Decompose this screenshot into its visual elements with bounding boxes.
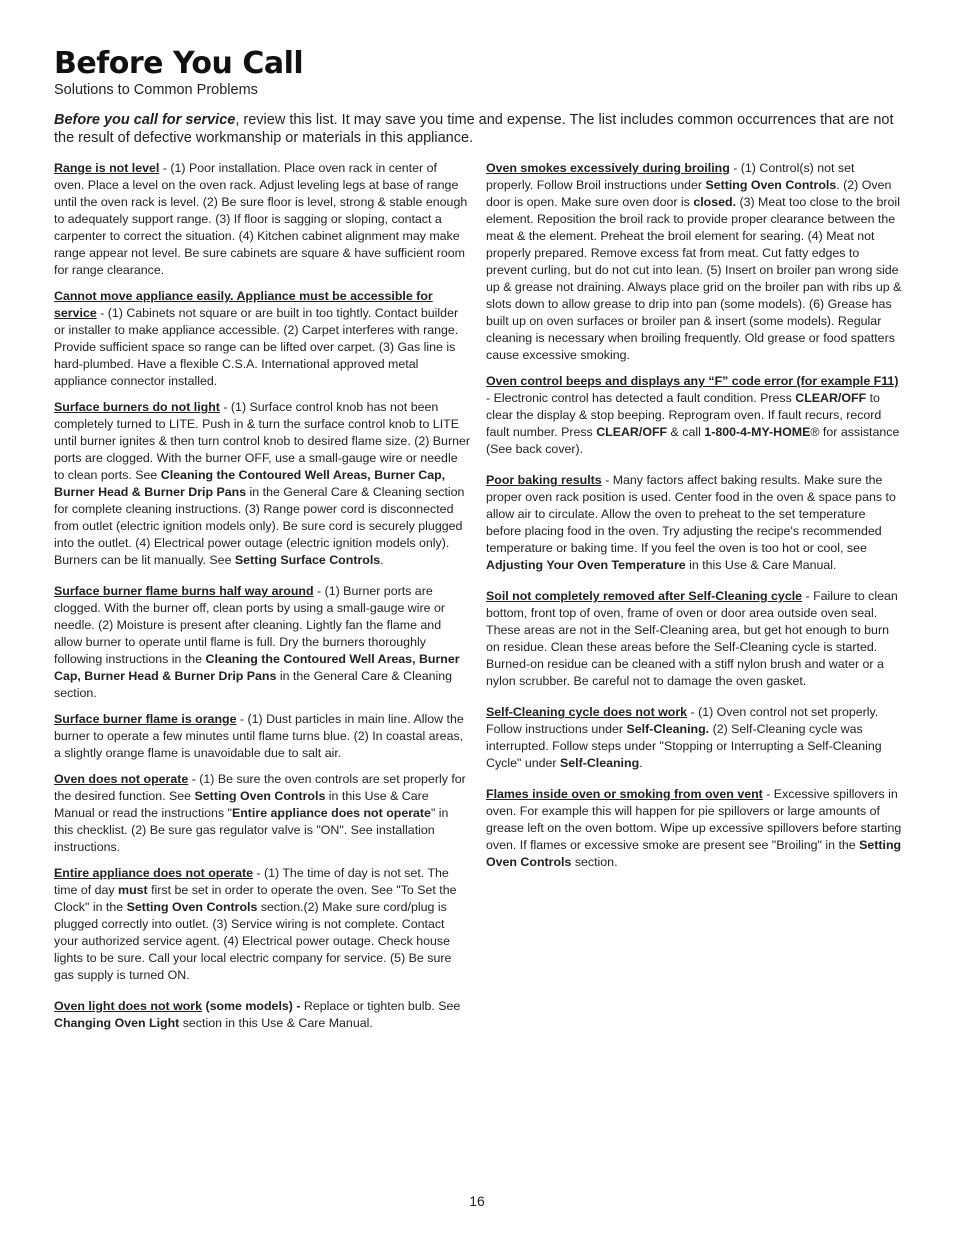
entry-oven-smokes-broiling (486, 160, 904, 364)
entry-text: - (1) Oven control not set properly. Follow instructions under (486, 705, 879, 736)
entry-text: - (1) Dust particles in main line. Allow the burner to operate a few minutes until flame turns blue. (2) In coastal areas, a slightly orange flame is unavoidable due to salt air. (54, 712, 464, 760)
entry-oven-light (54, 998, 470, 1032)
entry-oven-not-operate (54, 771, 470, 856)
entry-text: in the General Care & Cleaning section. (54, 669, 453, 700)
entry-flame-half-way (54, 583, 470, 702)
entry-range-not-level (54, 160, 470, 279)
entry-text: ® for assistance (See back cover). (486, 425, 900, 456)
entry-bold: Setting Surface Controls (234, 553, 381, 567)
entry-bold: CLEAR/OFF (596, 425, 668, 439)
entry-heading: Cannot move appliance easily. Appliance must be accessible for service (54, 289, 433, 320)
entry-bold: 1-800-4-MY-HOME (704, 425, 811, 439)
entry-poor-baking (486, 472, 904, 574)
left-column (54, 160, 470, 1041)
intro-text: , review this list. It may save you time and expense. The list includes common occurrences that are not the result of defective workmanship or materials in this appliance. (54, 112, 894, 146)
entry-bold: must (118, 883, 148, 897)
entry-text: Replace or tighten bulb. See (300, 999, 461, 1013)
entry-self-cleaning-not-work (486, 704, 904, 772)
entry-bold: Entire appliance does not operate (231, 806, 431, 820)
page-number: 16 (469, 1193, 485, 1209)
entry-heading: Oven control beeps and displays any “F” code error (for example F11) (486, 374, 899, 388)
intro-paragraph (54, 111, 910, 147)
entry-bold: Setting Oven Controls (705, 178, 837, 192)
entry-text: " in this checklist. (2) Be sure gas regulator valve is "ON". See installation instructions. (54, 806, 449, 854)
entry-heading: Self-Cleaning cycle does not work (486, 705, 688, 719)
entry-heading: Oven light does not work (54, 999, 203, 1013)
entry-text: section in this Use & Care Manual. (179, 1016, 373, 1030)
entry-text: (3) Meat too close to the broil element. Reposition the broil rack to provide proper clearance between the meat & the element. Preheat the broil element for searing. (4) Meat not properly prepared. Remove excess fat from meat. Cut fatty edges to prevent curling, but do not cut into lean. (5) Insert on broiler pan wrong side up & grease not draining. Always place grid on the broiler pan with ribs up & slots down to allow grease to drip into pan (some models). (6) Grease has built up on oven surfaces or broiler pan & insert (some models). Regular cleaning is necessary when broiling frequently. Old grease or food spatters cause excessive smoking. (486, 195, 902, 362)
entry-text: - (1) Burner ports are clogged. With the burner off, clean ports by using a small-gauge wire or needle. (2) Moisture is present after cleaning. Lightly fan the flame and allow burner to operate until flame is full. Dry the burners thoroughly following instructions in the (54, 584, 445, 666)
entry-text: - Failure to clean bottom, front top of oven, frame of oven or door area outside oven seal. These areas are not in the Self-Cleaning area, but get hot enough to burn on residue. Clean these areas before the Self-Cleaning cycle is started. Burned-on residue can be cleaned with a stiff nylon brush and water or a nylon scrubber. Be careful not to damage the oven gasket. (486, 589, 898, 688)
entry-heading: Entire appliance does not operate (54, 866, 253, 880)
entry-heading: Surface burners do not light (54, 400, 220, 414)
entry-soil-not-removed (486, 588, 904, 690)
entry-bold: Self-Cleaning. (626, 722, 710, 736)
entry-text: & call (667, 425, 705, 439)
entry-text: - (1) The time of day is not set. The time of day (54, 866, 449, 897)
entry-text: section. (571, 855, 618, 869)
entry-f-code-error (486, 373, 904, 458)
entry-text: to clear the display & stop beeping. Reprogram oven. If fault recurs, record fault number. Press (486, 391, 882, 439)
entry-surface-burners-not-light (54, 399, 470, 569)
entry-text: - Many factors affect baking results. Make sure the proper oven rack position is used. Center food in the oven & space pans to allow air to circulate. Allow the oven to preheat to the set temperature before placing food in the oven. Try adjusting the recipe's recommended temperature or baking time. If you feel the oven is too hot or cool, see (486, 473, 896, 555)
page-subtitle: Solutions to Common Problems (54, 82, 258, 98)
entry-bold: Self-Cleaning (559, 756, 640, 770)
entry-text: - (1) Control(s) not set properly. Follow Broil instructions under (486, 161, 855, 192)
entry-text: . (2) Oven door is open. Make sure oven door is (486, 178, 892, 209)
entry-bold: Setting Oven Controls (486, 838, 902, 869)
right-column (486, 160, 904, 880)
entry-text: - (1) Cabinets not square or are built in too tightly. Contact builder or installer to make appliance accessible. (2) Carpet interferes with range. Provide sufficient space so range can be lifted over carpet. (3) Gas line is hard-plumbed. Have a flexible C.S.A. International approved metal appliance connector installed. (54, 306, 459, 388)
entry-text: - Excessive spillovers in oven. For example this will happen for pie spillovers or large amounts of grease left on the oven bottom. Wipe up excessive spillovers before starting oven. If flames or excessive smoke are present see "Broiling" in the (486, 787, 902, 852)
entry-heading: Range is not level (54, 161, 160, 175)
entry-text: - (1) Poor installation. Place oven rack in center of oven. Place a level on the oven rack. Adjust leveling legs at base of range until the oven rack is level. (2) Be sure floor is level, strong & stable enough to adequately support range. (3) If floor is sagging or sloping, contact a carpenter to correct the situation. (4) Kitchen cabinet alignment may make range appear not level. Be sure cabinets are square & have sufficient room for range clearance. (54, 161, 468, 277)
entry-text: - (1) Be sure the oven controls are set properly for the desired function. See (54, 772, 466, 803)
entry-cannot-move-appliance (54, 288, 470, 390)
entry-flame-orange (54, 711, 470, 762)
entry-heading: Soil not completely removed after Self-Cleaning cycle (486, 589, 803, 603)
entry-heading: Surface burner flame is orange (54, 712, 237, 726)
entry-text: - Electronic control has detected a fault condition. Press (486, 391, 796, 405)
entry-bold: Setting Oven Controls (194, 789, 326, 803)
entry-bold: Cleaning the Contoured Well Areas, Burner Cap, Burner Head & Burner Drip Pans (54, 468, 446, 499)
entry-text: . (380, 553, 384, 567)
entry-heading: Poor baking results (486, 473, 602, 487)
page-title: Before You Call (54, 46, 304, 81)
entry-text: (2) Self-Cleaning cycle was interrupted. Follow steps under "Stopping or Interrupting a Self-Cleaning Cycle" under (486, 722, 882, 770)
entry-heading: Oven does not operate (54, 772, 189, 786)
entry-entire-appliance-not-operate (54, 865, 470, 984)
entry-text: in this Use & Care Manual. (685, 558, 837, 572)
entry-text: in the General Care & Cleaning section for complete cleaning instructions. (3) Range power cord is disconnected from outlet (electric ignition models only). Be sure cord is securely plugged into the outlet. (4) Electrical power outage (electric ignition models only). Burners can be lit manually. See (54, 485, 465, 567)
intro-lead: Before you call for service (54, 112, 236, 128)
entry-bold: Adjusting Your Oven Temperature (486, 558, 686, 572)
entry-heading: Flames inside oven or smoking from oven vent (486, 787, 763, 801)
entry-bold: Cleaning the Contoured Well Areas, Burner Cap, Burner Head & Burner Drip Pans (54, 652, 460, 683)
entry-text: first be set in order to operate the oven. See "To Set the Clock" in the (54, 883, 457, 914)
entry-text: section.(2) Make sure cord/plug is plugged correctly into outlet. (3) Service wiring is not complete. Contact your authorized service agent. (4) Electrical power outage. Check house lights to be sure. Call your local electric company for service. (5) Be sure gas supply is turned ON. (54, 900, 452, 982)
entry-bold: closed. (693, 195, 737, 209)
entry-flames-inside-oven (486, 786, 904, 871)
entry-text: in this Use & Care Manual or read the instructions " (54, 789, 429, 820)
entry-bold: CLEAR/OFF (795, 391, 867, 405)
entry-heading: Surface burner flame burns half way around (54, 584, 314, 598)
entry-text: . (639, 756, 643, 770)
entry-text: - (1) Surface control knob has not been completely turned to LITE. Push in & turn the surface control knob to LITE until burner ignites & then turn control knob to desired flame size. (2) Burner ports are clogged. With the burner OFF, use a small-gauge wire or needle to clean ports. See (54, 400, 470, 482)
entry-heading: Oven smokes excessively during broiling (486, 161, 730, 175)
entry-bold: (some models) - (202, 999, 301, 1013)
entry-bold: Changing Oven Light (54, 1016, 180, 1030)
entry-bold: Setting Oven Controls (126, 900, 258, 914)
